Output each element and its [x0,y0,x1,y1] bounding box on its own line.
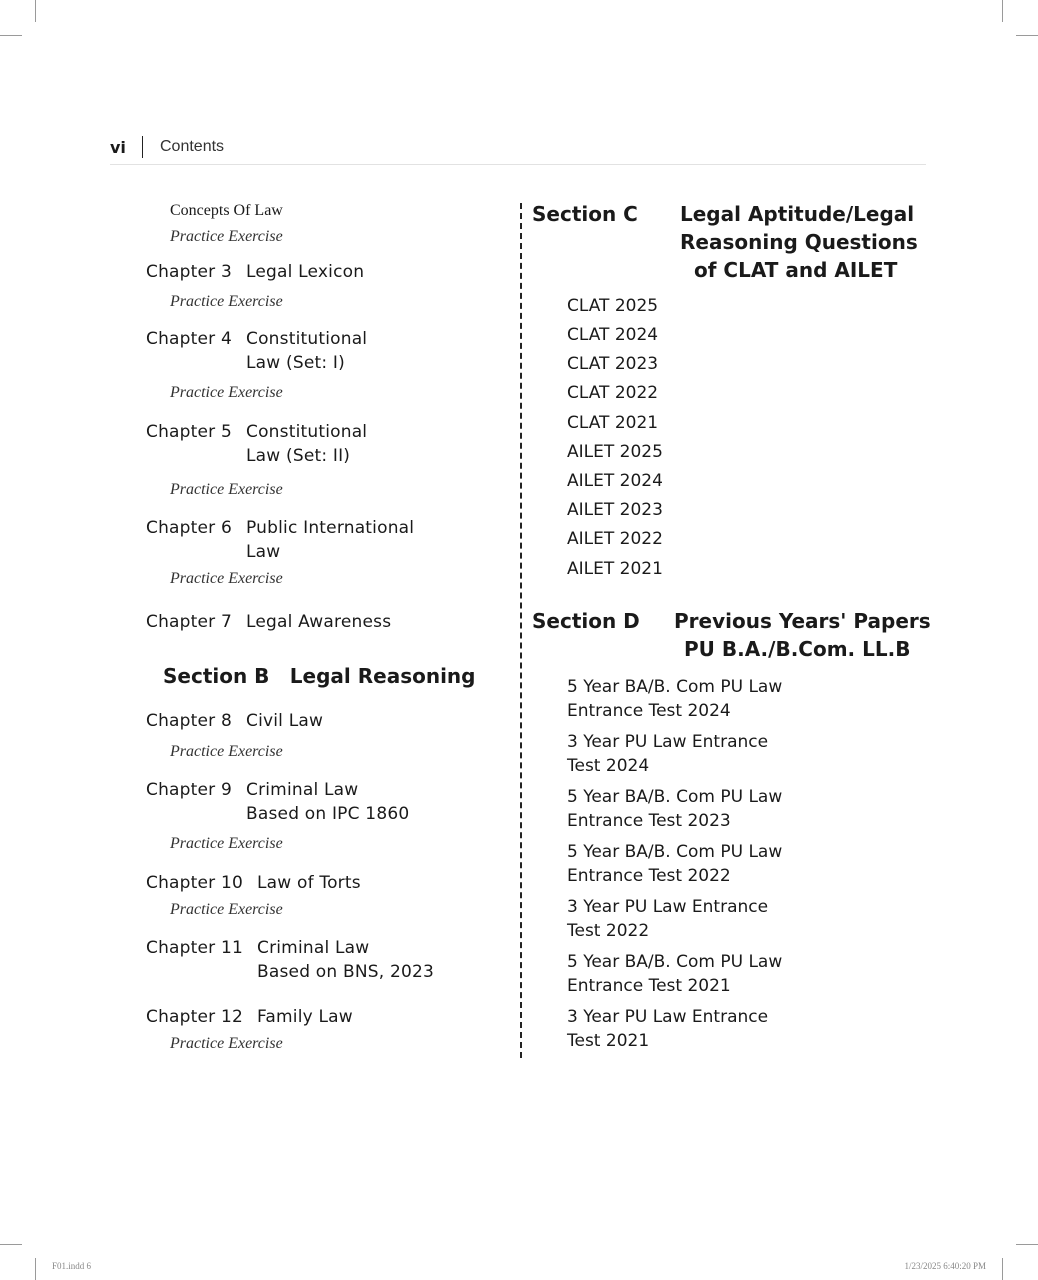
entry-title-line-1: 5 Year BA/B. Com PU Law [567,952,783,972]
entry-title: Practice Exercise [170,570,283,587]
crop-mark [1016,1244,1038,1245]
chapter-label: Chapter 3 [146,262,232,282]
chapter-title-line-2: Law (Set: II) [246,446,351,466]
entry-title-line-2: Entrance Test 2021 [567,976,731,996]
chapter-title: Civil Law [246,711,324,731]
chapter-title: Family Law [257,1007,353,1027]
chapter-title-line-2: Based on BNS, 2023 [257,962,435,982]
entry-title: Concepts Of Law [170,202,283,219]
entry-title: Practice Exercise [170,835,283,852]
entry-title-line-1: 3 Year PU Law Entrance [567,897,769,917]
crop-mark [35,0,36,22]
crop-mark [1002,0,1003,22]
entry-title-line-2: Test 2024 [567,756,650,776]
column-divider [520,203,522,1058]
entry-title: Practice Exercise [170,228,283,245]
crop-mark [35,1258,36,1280]
entry-title: CLAT 2023 [567,354,659,374]
header-title: Contents [160,138,225,155]
entry-title: Practice Exercise [170,481,283,498]
chapter-title-line-2: Based on IPC 1860 [246,804,410,824]
section-label: Section D [532,609,640,633]
entry-title: CLAT 2025 [567,296,659,316]
entry-title: CLAT 2022 [567,383,659,403]
section-title-line-2: PU B.A./B.Com. LL.B [684,637,911,661]
entry-title-line-1: 3 Year PU Law Entrance [567,732,769,752]
chapter-label: Chapter 8 [146,711,232,731]
section-title-line-1: Previous Years' Papers [674,609,931,633]
entry-title-line-2: Test 2022 [567,921,650,941]
chapter-title-line-1: Constitutional [246,422,368,442]
entry-title-line-1: 3 Year PU Law Entrance [567,1007,769,1027]
entry-title: CLAT 2024 [567,325,659,345]
chapter-title-line-2: Law [246,542,281,562]
entry-title: CLAT 2021 [567,413,659,433]
section-label: Section C [532,202,638,226]
slug-filename: F01.indd 6 [52,1261,92,1271]
chapter-label: Chapter 5 [146,422,232,442]
chapter-title-line-1: Constitutional [246,329,368,349]
chapter-label: Chapter 10 [146,873,244,893]
crop-mark [1016,35,1038,36]
chapter-title: Legal Lexicon [246,262,365,282]
chapter-label: Chapter 12 [146,1007,244,1027]
entry-title-line-2: Entrance Test 2024 [567,701,731,721]
entry-title: AILET 2021 [567,559,663,579]
chapter-title-line-2: Law (Set: I) [246,353,345,373]
header-divider [142,136,143,158]
entry-title: Practice Exercise [170,743,283,760]
crop-mark [0,1244,22,1245]
chapter-label: Chapter 4 [146,329,232,349]
entry-title: Practice Exercise [170,901,283,918]
entry-title: Practice Exercise [170,293,283,310]
chapter-label: Chapter 7 [146,612,232,632]
chapter-title-line-1: Criminal Law [246,780,359,800]
entry-title: Practice Exercise [170,1035,283,1052]
entry-title-line-2: Entrance Test 2022 [567,866,731,886]
section-title-line-3: of CLAT and AILET [694,258,898,282]
chapter-label: Chapter 11 [146,938,244,958]
crop-mark [0,35,22,36]
slug-timestamp: 1/23/2025 6:40:20 PM [904,1261,986,1271]
section-heading-b [163,664,476,688]
chapter-label: Chapter 6 [146,518,232,538]
chapter-title-line-1: Public International [246,518,415,538]
entry-title-line-2: Entrance Test 2023 [567,811,731,831]
entry-title-line-1: 5 Year BA/B. Com PU Law [567,677,783,697]
entry-title-line-2: Test 2021 [567,1031,650,1051]
section-title-line-1: Legal Aptitude/Legal [680,202,915,226]
section-title: Legal Reasoning [289,664,476,688]
chapter-title: Legal Awareness [246,612,392,632]
section-title-line-2: Reasoning Questions [680,230,918,254]
chapter-title: Law of Torts [257,873,361,893]
entry-title: AILET 2023 [567,500,663,520]
entry-title-line-1: 5 Year BA/B. Com PU Law [567,787,783,807]
page-number: vi [110,138,126,157]
entry-title: AILET 2024 [567,471,663,491]
running-header [110,136,926,165]
crop-mark [1002,1258,1003,1280]
chapter-title-line-1: Criminal Law [257,938,370,958]
entry-title-line-1: 5 Year BA/B. Com PU Law [567,842,783,862]
section-label: Section B [163,664,270,688]
entry-title: AILET 2022 [567,529,663,549]
chapter-label: Chapter 9 [146,780,232,800]
entry-title: Practice Exercise [170,384,283,401]
entry-title: AILET 2025 [567,442,663,462]
